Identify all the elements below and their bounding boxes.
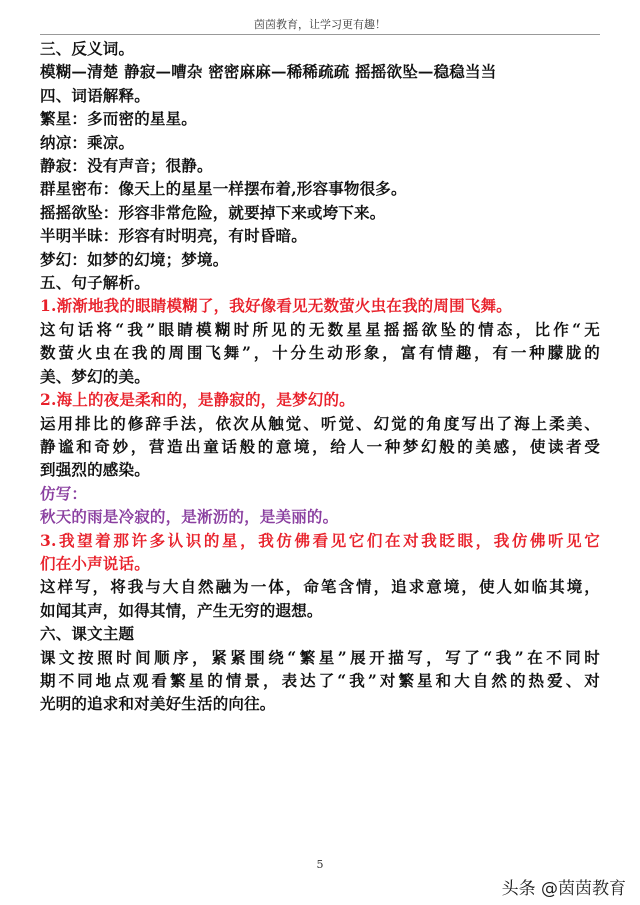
text-line: 运用排比的修辞手法，依次从触觉、听觉、幻觉的角度写出了海上柔美、: [40, 413, 600, 433]
page-number: 5: [316, 858, 324, 871]
text-line: 静寂：没有声音；很静。: [40, 156, 213, 176]
text-line: 静谧和奇妙，营造出童话般的意境，给人一种梦幻般的美感，使读者受: [40, 436, 600, 456]
text-line: 三、反义词。: [40, 39, 135, 58]
text-line: 数萤火虫在我的周围飞舞”，十分生动形象，富有情趣，有一种朦胧的: [40, 343, 600, 363]
text-line: 如闻其声，如得其情，产生无穷的遐想。: [40, 600, 323, 620]
text-line: 美、梦幻的美。: [40, 366, 150, 386]
text-line: 模糊—清楚 静寂—嘈杂 密密麻麻—稀稀疏疏 摇摇欲坠—稳稳当当: [40, 62, 497, 82]
text-line: 2.海上的夜是柔和的，是静寂的，是梦幻的。: [40, 390, 355, 410]
text-line: 六、课文主题: [40, 624, 135, 644]
text-line: 这样写，将我与大自然融为一体，命笔含情，追求意境，使人如临其境，: [40, 577, 600, 597]
text-line: 摇摇欲坠：形容非常危险，就要掉下来或垮下来。: [40, 202, 386, 222]
text-line: 仿写：: [40, 483, 88, 503]
text-line: 纳凉：乘凉。: [40, 132, 135, 152]
header-divider: [40, 34, 600, 35]
text-line: 秋天的雨是冷寂的，是淅沥的，是美丽的。: [40, 507, 339, 527]
text-line: 繁星：多而密的星星。: [40, 109, 198, 129]
text-line: 四、词语解释。: [40, 85, 150, 105]
text-line: 3.我望着那许多认识的星，我仿佛看见它们在对我眨眼，我仿佛听见它: [40, 530, 600, 550]
text-line: 1.渐渐地我的眼睛模糊了，我好像看见无数萤火虫在我的周围飞舞。: [40, 296, 512, 316]
text-line: 们在小声说话。: [40, 553, 150, 573]
document-body: [40, 37, 600, 716]
text-line: 课文按照时间顺序，紧紧围绕“繁星”展开描写，写了“我”在不同时: [40, 647, 600, 667]
page-header: 茵茵教育，让学习更有趣！: [254, 18, 386, 31]
text-line: 光明的追求和对美好生活的向往。: [40, 694, 276, 714]
text-line: 这句话将“我”眼睛模糊时所见的无数星星摇摇欲坠的情态，比作“无: [40, 319, 600, 339]
text-line: 五、句子解析。: [40, 273, 150, 293]
text-line: 梦幻：如梦的幻境；梦境。: [40, 249, 229, 269]
watermark: 头条 @茵茵教育: [501, 879, 626, 899]
text-line: 半明半昧：形容有时明亮，有时昏暗。: [40, 226, 307, 246]
text-line: 到强烈的感染。: [40, 460, 150, 480]
text-line: 期不同地点观看繁星的情景，表达了“我”对繁星和大自然的热爱、对: [40, 670, 600, 690]
text-line: 群星密布：像天上的星星一样摆布着,形容事物很多。: [40, 179, 407, 199]
